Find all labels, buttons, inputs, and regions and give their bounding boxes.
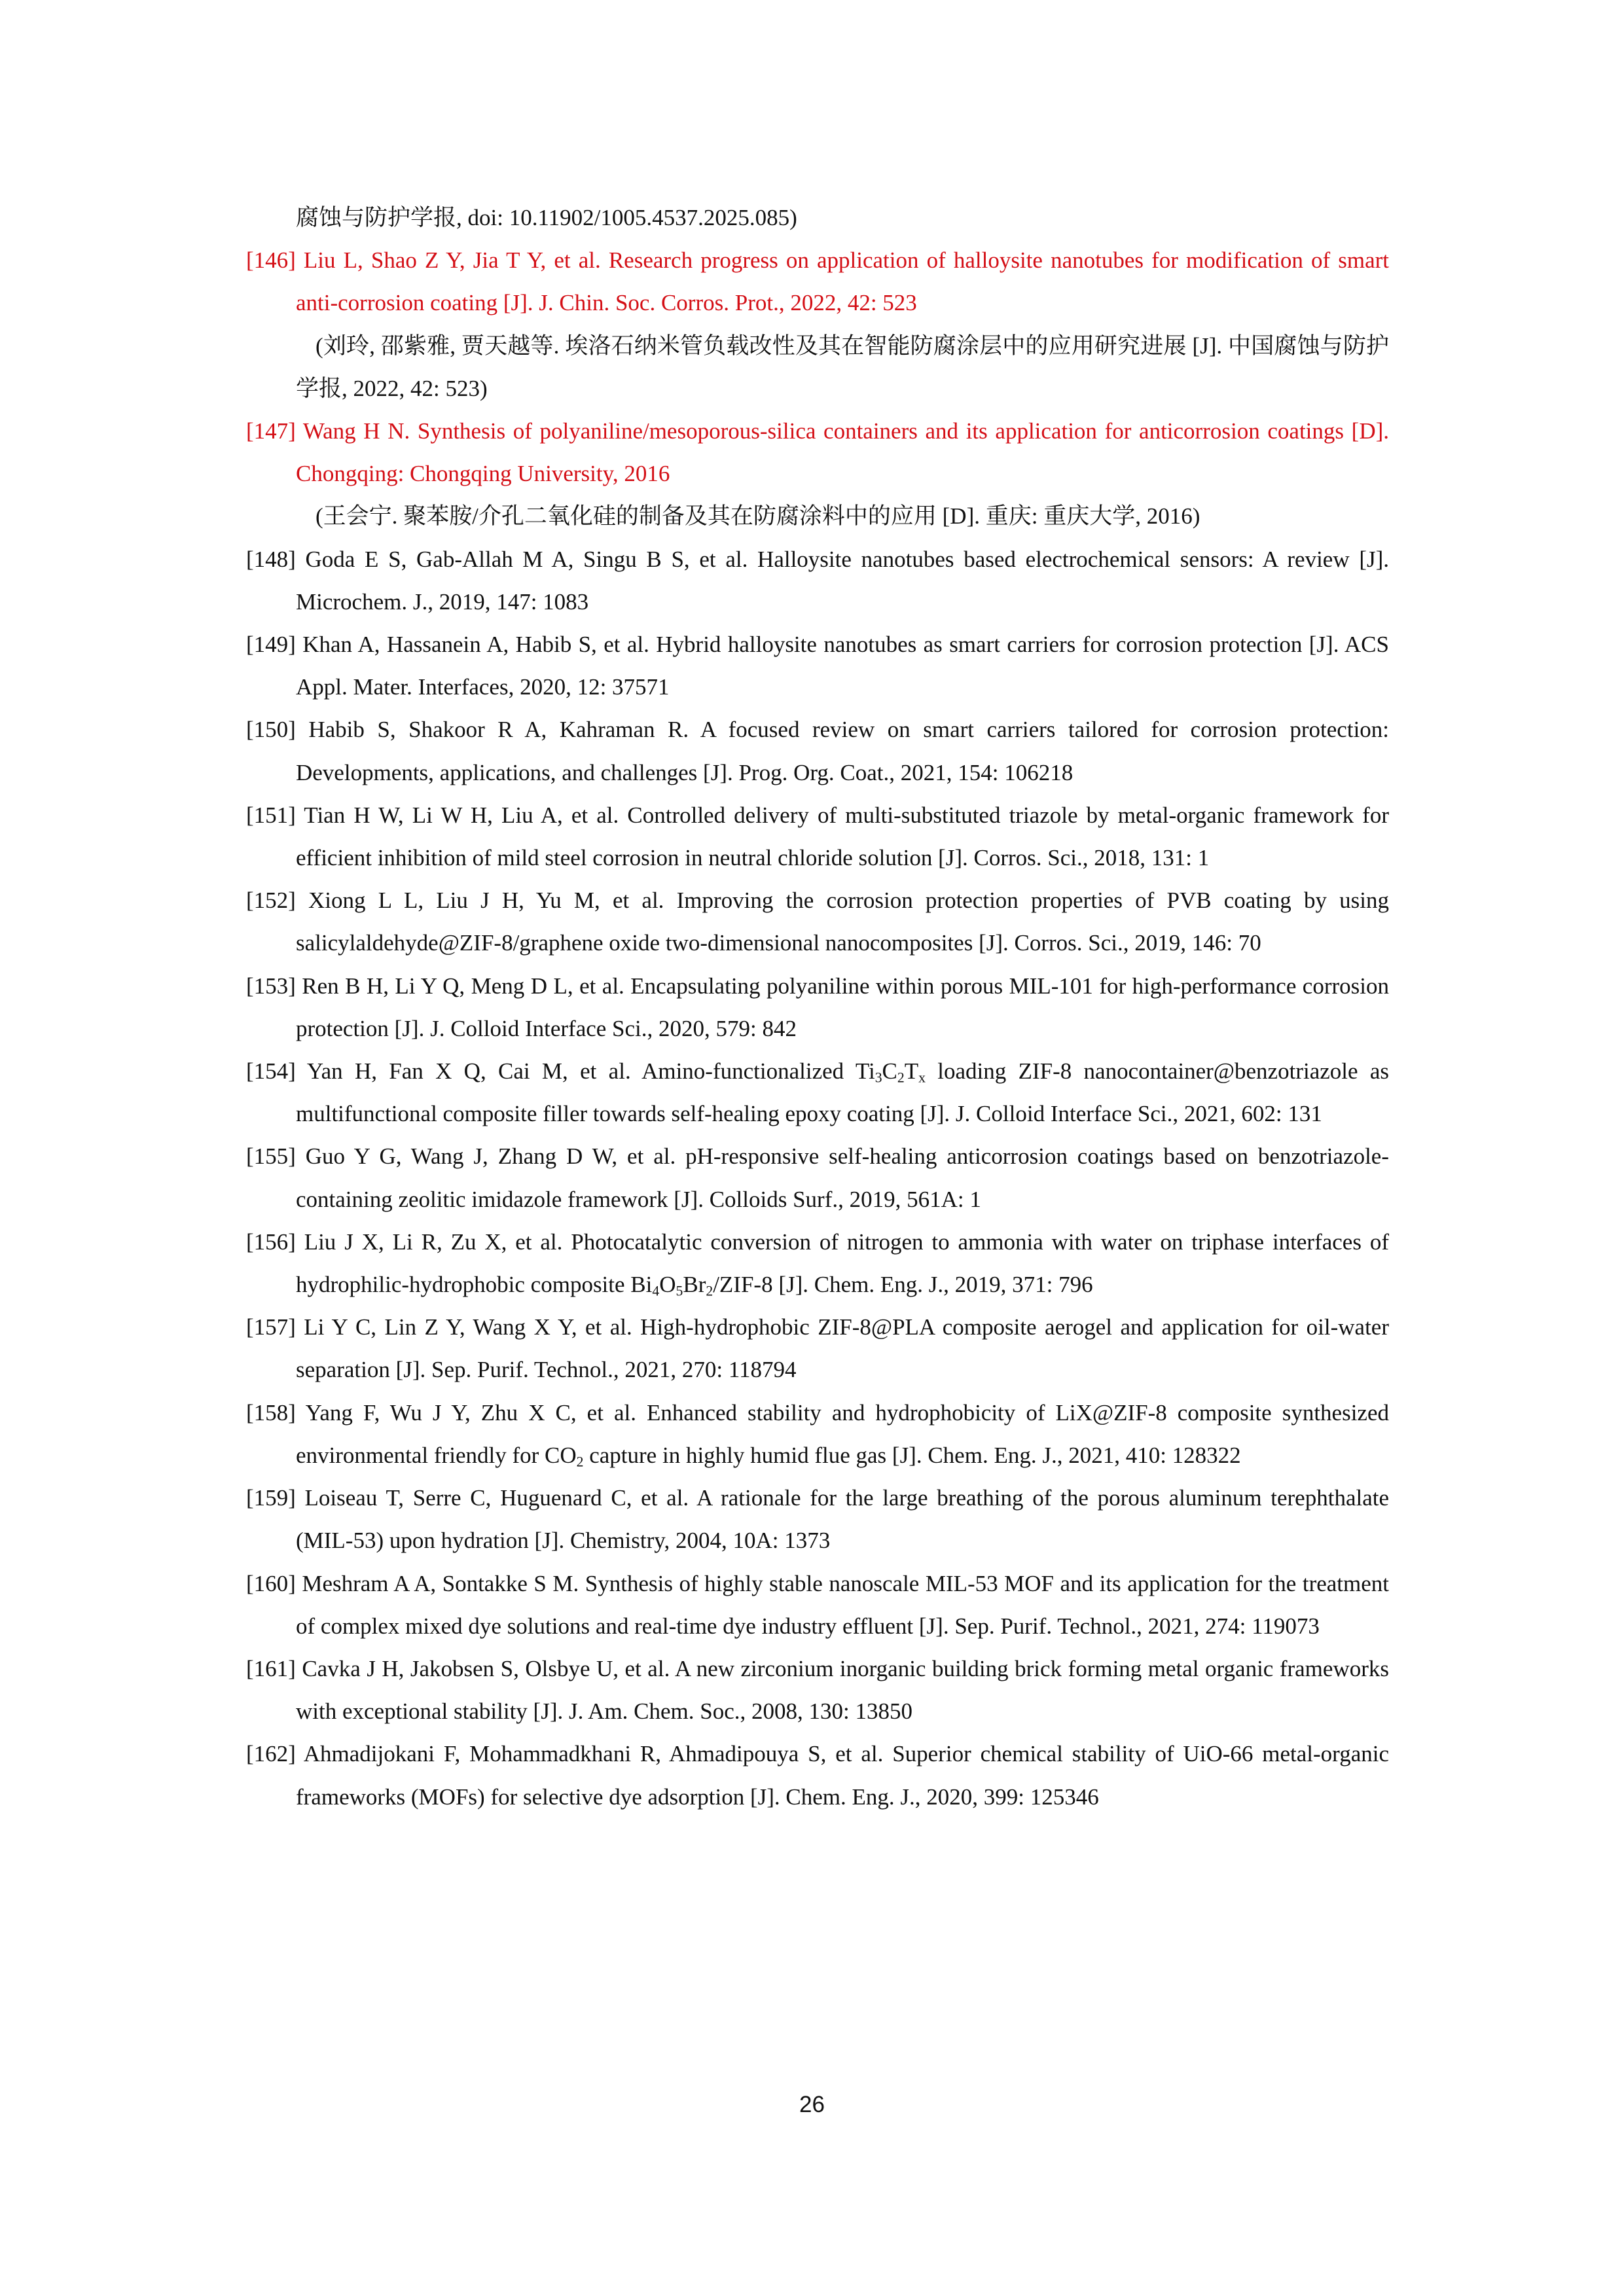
text-segment: /ZIF-8 [J]. Chem. Eng. J., 2019, 371: 796 [713, 1272, 1093, 1298]
reference-label: [148] [246, 546, 296, 572]
subscript: 4 [652, 1283, 660, 1299]
reference-159 [246, 1477, 1389, 1562]
reference-152 [246, 879, 1389, 964]
reference-label: [156] [246, 1229, 296, 1255]
reference-label: [157] [246, 1314, 296, 1340]
reference-text: Tian H W, Li W H, Liu A, et al. Controlled delivery of multi-substituted triazole by metal-organic framework for efficient inhibition of mild steel corrosion in neutral chloride solution [J]. Corros. Sci., 2018, 131: 1 [296, 802, 1389, 871]
reference-text [296, 1229, 1389, 1297]
reference-list [246, 196, 1389, 1818]
reference-label: [149] [246, 632, 296, 658]
reference-text: Guo Y G, Wang J, Zhang D W, et al. pH-responsive self-healing anticorrosion coatings based on benzotriazole-containing zeolitic imidazole framework [J]. Colloids Surf., 2019, 561A: 1 [296, 1143, 1389, 1212]
reference-156 [246, 1221, 1389, 1306]
subscript: x [918, 1069, 926, 1086]
reference-text: Meshram A A, Sontakke S M. Synthesis of highly stable nanoscale MIL-53 MOF and its application for the treatment of complex mixed dye solutions and real-time dye industry effluent [J]. Sep. Purif. Technol., 2021, 274: 119073 [296, 1570, 1389, 1639]
reference-text: Wang H N. Synthesis of polyaniline/mesoporous-silica containers and its application for anticorrosion coatings [D]. Chongqing: Chongqing University, 2016 [296, 418, 1389, 487]
reference-149 [246, 623, 1389, 708]
reference-text: Habib S, Shakoor R A, Kahraman R. A focused review on smart carriers tailored for corrosion protection: Developments, applications, and challenges [J]. Prog. Org. Coat., 2021, 154: 106218 [296, 717, 1390, 785]
reference-label: [146] [246, 247, 296, 274]
reference-text: Goda E S, Gab-Allah M A, Singu B S, et al. Halloysite nanotubes based electrochemical sensors: A review [J]. Microchem. J., 2019, 147: 1083 [296, 546, 1389, 615]
reference-label: [159] [246, 1485, 296, 1511]
reference-label: [160] [246, 1570, 296, 1596]
subscript: 2 [706, 1283, 713, 1299]
reference-label: [150] [246, 717, 296, 743]
reference-text: Ahmadijokani F, Mohammadkhani R, Ahmadipouya S, et al. Superior chemical stability of UiO-66 metal-organic frameworks (MOFs) for selective dye adsorption [J]. Chem. Eng. J., 2020, 399: 125346 [296, 1741, 1389, 1810]
text-segment: O [659, 1272, 676, 1298]
reference-text: Li Y C, Lin Z Y, Wang X Y, et al. High-hydrophobic ZIF-8@PLA composite aerogel and application for oil-water separation [J]. Sep. Purif. Technol., 2021, 270: 118794 [296, 1314, 1389, 1383]
subscript: 5 [676, 1283, 683, 1299]
subscript: 2 [576, 1454, 584, 1470]
page-number: 26 [799, 2092, 825, 2117]
reference-label: [152] [246, 888, 296, 914]
reference-label: [154] [246, 1058, 296, 1085]
reference-text [296, 1400, 1389, 1468]
reference-154 [246, 1050, 1389, 1135]
reference-147 [246, 410, 1389, 495]
reference-153 [246, 965, 1389, 1050]
reference-label: [151] [246, 802, 296, 828]
reference-text [296, 1058, 1389, 1126]
reference-161 [246, 1647, 1389, 1732]
previous-reference-continuation: 腐蚀与防护学报, doi: 10.11902/1005.4537.2025.085) [296, 205, 797, 230]
reference-150 [246, 708, 1389, 793]
text-segment: T [904, 1058, 919, 1085]
text-segment: Yang F, Wu J Y, Zhu X C, et al. Enhanced stability and hydrophobicity of LiX@ZIF-8 composite synthesized environmental friendly for CO [296, 1399, 1390, 1468]
reference-label: [155] [246, 1143, 296, 1170]
reference-label: [162] [246, 1741, 296, 1767]
reference-151 [246, 794, 1389, 879]
reference-text: Khan A, Hassanein A, Habib S, et al. Hybrid halloysite nanotubes as smart carriers for corrosion protection [J]. ACS Appl. Mater. Interfaces, 2020, 12: 37571 [296, 632, 1389, 700]
reference-label: [161] [246, 1655, 296, 1681]
subscript: 3 [875, 1069, 882, 1086]
reference-text: Ren B H, Li Y Q, Meng D L, et al. Encapsulating polyaniline within porous MIL-101 for high-performance corrosion protection [J]. J. Colloid Interface Sci., 2020, 579: 842 [296, 973, 1390, 1041]
text-segment: capture in highly humid flue gas [J]. Chem. Eng. J., 2021, 410: 128322 [583, 1442, 1241, 1468]
reference-label: [153] [246, 973, 296, 999]
reference-text: Cavka J H, Jakobsen S, Olsbye U, et al. A new zirconium inorganic building brick forming metal organic frameworks with exceptional stability [J]. J. Am. Chem. Soc., 2008, 130: 13850 [296, 1655, 1389, 1725]
reference-148 [246, 538, 1389, 623]
reference-158 [246, 1391, 1389, 1477]
reference-160 [246, 1562, 1389, 1647]
reference-146-translation: (刘玲, 邵紫雅, 贾天越等. 埃洛石纳米管负载改性及其在智能防腐涂层中的应用研究进展 [J]. 中国腐蚀与防护学报, 2022, 42: 523) [296, 332, 1389, 401]
reference-text: Liu L, Shao Z Y, Jia T Y, et al. Research progress on application of halloysite nanotubes for modification of smart anti-corrosion coating [J]. J. Chin. Soc. Corros. Prot., 2022, 42: 523 [296, 247, 1389, 316]
text-segment: C [882, 1058, 897, 1085]
reference-146 [246, 239, 1389, 324]
text-segment: Yan H, Fan X Q, Cai M, et al. Amino-functionalized Ti [306, 1058, 875, 1085]
reference-text: Loiseau T, Serre C, Huguenard C, et al. A rationale for the large breathing of the porous aluminum terephthalate (MIL-53) upon hydration [J]. Chemistry, 2004, 10A: 1373 [296, 1485, 1389, 1554]
reference-label: [147] [246, 418, 296, 444]
text-segment: loading ZIF-8 nanocontainer@benzotriazole as multifunctional composite filler towards self-healing epoxy coating [J]. J. Colloid Interface Sci., 2021, 602: 131 [296, 1058, 1389, 1127]
reference-162 [246, 1732, 1389, 1818]
text-segment: Br [683, 1272, 706, 1298]
subscript: 2 [897, 1069, 905, 1086]
reference-label: [158] [246, 1399, 296, 1426]
text-segment: Liu J X, Li R, Zu X, et al. Photocatalytic conversion of nitrogen to ammonia with water on triphase interfaces of hydrophilic-hydrophobic composite Bi [296, 1229, 1390, 1298]
reference-147-translation: (王会宁. 聚苯胺/介孔二氧化硅的制备及其在防腐涂料中的应用 [D]. 重庆: 重庆大学, 2016) [316, 503, 1200, 529]
reference-text: Xiong L L, Liu J H, Yu M, et al. Improving the corrosion protection properties of PVB coating by using salicylaldehyde@ZIF-8/graphene oxide two-dimensional nanocomposites [J]. Corros. Sci., 2019, 146: 70 [296, 888, 1390, 956]
reference-155 [246, 1135, 1389, 1220]
reference-157 [246, 1306, 1389, 1391]
